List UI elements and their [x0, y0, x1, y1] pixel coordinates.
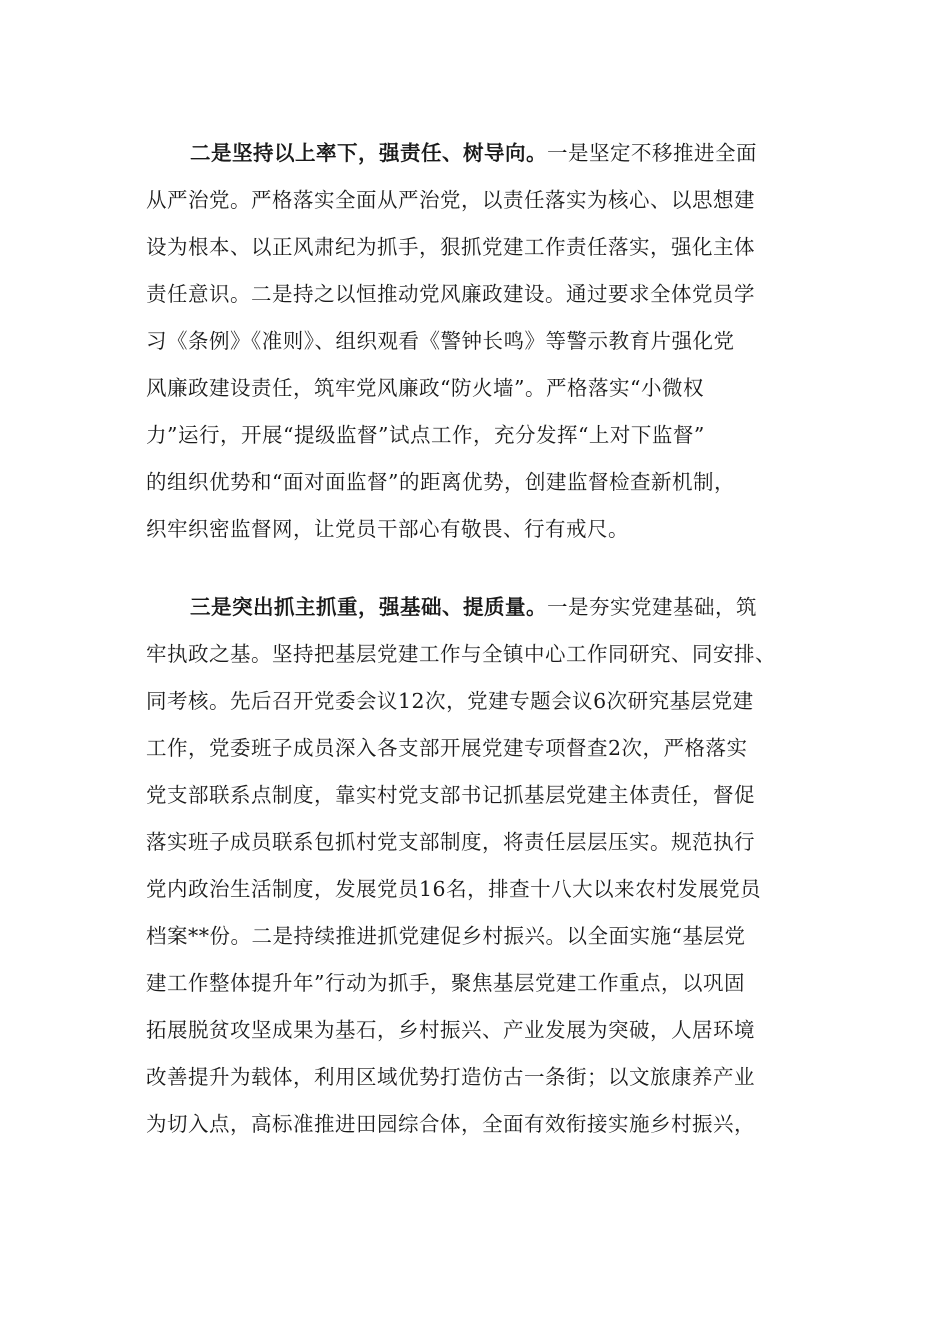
paragraph-two-line-1: 一是坚定不移推进全面 [547, 141, 757, 165]
paragraph-two-line-5: 习《条例》《准则》、组织观看《警钟长鸣》等警示教育片强化党 [146, 329, 735, 353]
paragraph-two-heading: 二是坚持以上率下，强责任、树导向。 [190, 141, 547, 165]
paragraph-two-line-7: 力”运行，开展“提级监督”试点工作，充分发挥“上对下监督” [146, 423, 705, 447]
paragraph-two-line-4: 责任意识。二是持之以恒推动党风廉政建设。通过要求全体党员学 [146, 282, 755, 306]
paragraph-three-line-10: 拓展脱贫攻坚成果为基石，乡村振兴、产业发展为突破，人居环境 [146, 1018, 755, 1042]
paragraph-two-line-3: 设为根本、以正风肃纪为抓手，狠抓党建工作责任落实，强化主体 [146, 235, 755, 259]
paragraph-two-first-line [190, 138, 757, 168]
paragraph-three-line-2: 牢执政之基。坚持把基层党建工作与全镇中心工作同研究、同安排、 [146, 642, 776, 666]
paragraph-three-heading: 三是突出抓主抓重，强基础、提质量。 [190, 595, 547, 619]
paragraph-two-line-8: 的组织优势和“面对面监督”的距离优势，创建监督检查新机制， [146, 470, 735, 494]
paragraph-two-line-6: 风廉政建设责任，筑牢党风廉政“防火墙”。严格落实“小微权 [146, 376, 704, 400]
paragraph-three-line-1: 一是夯实党建基础，筑 [547, 595, 757, 619]
paragraph-three-line-9: 建工作整体提升年”行动为抓手，聚焦基层党建工作重点，以巩固 [146, 971, 745, 995]
paragraph-two-line-2: 从严治党。严格落实全面从严治党，以责任落实为核心、以思想建 [146, 188, 755, 212]
paragraph-two-line-9: 织牢织密监督网，让党员干部心有敬畏、行有戒尺。 [146, 517, 629, 541]
paragraph-three-first-line [190, 592, 757, 622]
paragraph-three-line-5: 党支部联系点制度，靠实村党支部书记抓基层党建主体责任，督促 [146, 783, 755, 807]
paragraph-three-line-8: 档案**份。二是持续推进抓党建促乡村振兴。以全面实施“基层党 [146, 924, 746, 948]
paragraph-three-line-4: 工作，党委班子成员深入各支部开展党建专项督查2次，严格落实 [146, 736, 748, 760]
paragraph-three-line-12: 为切入点，高标准推进田园综合体，全面有效衔接实施乡村振兴， [146, 1112, 755, 1136]
paragraph-three-line-6: 落实班子成员联系包抓村党支部制度，将责任层层压实。规范执行 [146, 830, 755, 854]
paragraph-three-line-7: 党内政治生活制度，发展党员16名，排查十八大以来农村发展党员 [146, 877, 762, 901]
paragraph-three-line-11: 改善提升为载体，利用区域优势打造仿古一条街；以文旅康养产业 [146, 1065, 755, 1089]
paragraph-three-line-3: 同考核。先后召开党委会议12次，党建专题会议6次研究基层党建 [146, 689, 754, 713]
